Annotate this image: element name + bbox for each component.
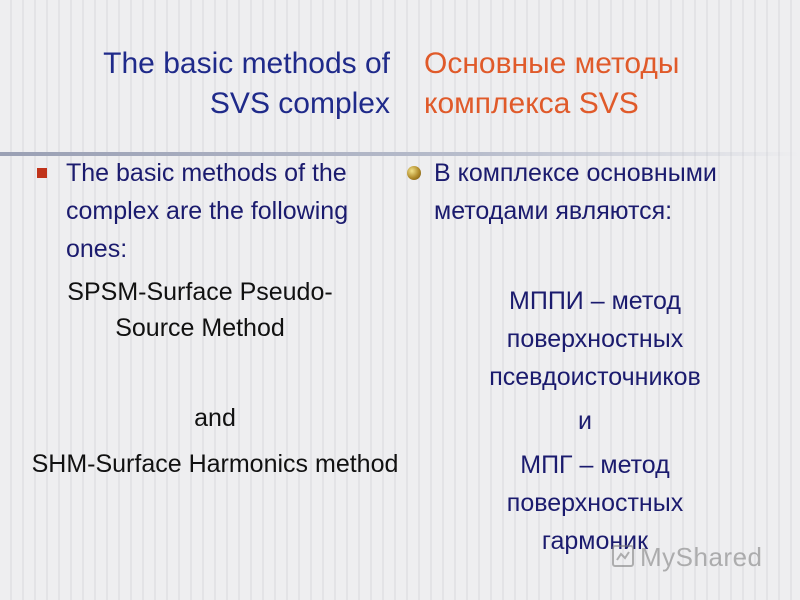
left-intro-text: The basic methods of the complex are the following ones: xyxy=(66,159,349,263)
right-method-1 xyxy=(470,282,720,396)
slide-title-english: The basic methods of SVS complex xyxy=(103,47,390,120)
right-method-1-label: МППИ – метод поверхностных псевдоисточников xyxy=(489,287,701,391)
left-method-2-label: SHM-Surface Harmonics method xyxy=(31,450,399,478)
left-and: and xyxy=(194,404,236,432)
right-intro-text: В комплексе основными методами являются: xyxy=(434,159,717,225)
right-and: и xyxy=(578,407,592,435)
slide-title-russian: Основные методы комплекса SVS xyxy=(424,47,680,120)
left-method-1-label: SPSM-Surface Pseudo- Source Method xyxy=(67,278,333,342)
myshared-logo-icon xyxy=(611,544,635,568)
watermark-text: MyShared xyxy=(640,542,763,572)
left-method-2 xyxy=(30,446,400,482)
left-method-1 xyxy=(30,274,370,346)
square-bullet-icon xyxy=(37,168,47,178)
right-method-2-label: МПГ – метод поверхностных гармоник xyxy=(506,451,684,555)
gold-ball-bullet-icon xyxy=(407,166,421,180)
